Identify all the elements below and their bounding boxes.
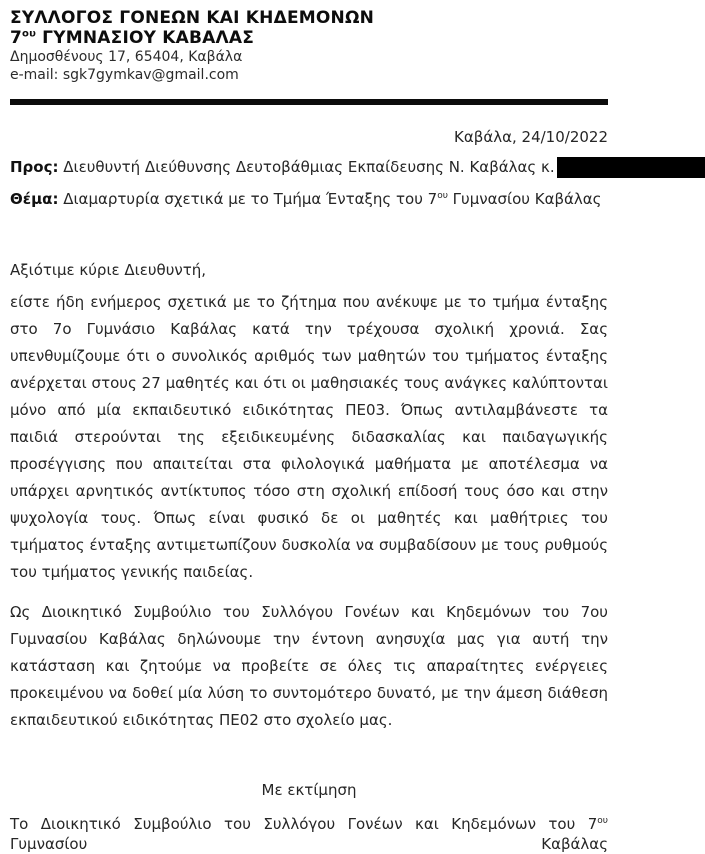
header-divider-rule [10,99,608,105]
subject-label: Θέμα: [10,190,59,208]
org-email: e-mail: sgk7gymkav@gmail.com [10,67,239,83]
ordinal-superscript: ου [22,28,37,40]
redacted-name-box [557,157,705,178]
org-name-line2 [10,28,608,48]
subject-rest: Γυμνασίου Καβάλας [447,190,602,208]
salutation: Αξιότιμε κύριε Διευθυντή, [10,261,207,279]
closing-regards: Με εκτίμηση [261,781,357,799]
org-name-line1: ΣΥΛΛΟΓΟΣ ΓΟΝΕΩΝ ΚΑΙ ΚΗΔΕΜΟΝΩΝ [10,8,375,28]
to-text: Διευθυντή Διεύθυνσης Δευτοβάθμιας Εκπαίδευσης Ν. Καβάλας κ. [58,158,555,176]
signature-prefix: Το Διοικητικό Συμβούλιο του Συλλόγου Γονέων και Κηδεμόνων του 7 [10,815,598,833]
subject-line [10,188,608,211]
org-name-line2-rest: ΓΥΜΝΑΣΙΟΥ ΚΑΒΑΛΑΣ [36,28,255,48]
org-address: Δημοσθένους 17, 65404, Καβάλα [10,49,243,65]
letterhead [10,8,608,84]
subject-prefix: Διαμαρτυρία σχετικά με το Τμήμα Ένταξης του 7 [58,190,438,208]
recipient-line [10,156,608,179]
body-paragraph-1: είστε ήδη ενήμερος σχετικά με το ζήτημα που ανέκυψε με το τμήμα ένταξης στο 7ο Γυμνάσιο Καβάλας κατά την τρέχουσα σχολική χρονιά. Σας υπενθυμίζουμε ότι ο συνολικός αριθμός των μαθητών του τμήματος ένταξης ανέρχεται στους 27 μαθητές και ότι οι μαθησιακές τους ανάγκες καλύπτονται μόνο από μία εκπαιδευτικό ειδικότητας ΠΕ03. Όπως αντιλαμβάνεστε τα παιδιά στερούνται της εξειδικευμένης διδασκαλίας και παιδαγωγικής προσέγγισης που απαιτείται στα φιλολογικά μαθήματα με αποτέλεσμα να υπάρχει αρνητικός αντίκτυπος τόσο στη σχολική επίδοσή τους όσο και στην ψυχολογία τους. Όπως είναι φυσικό δε οι μαθητές και μαθήτριες του τμήματος ένταξης αντιμετωπίζουν δυσκολία να συμβαδίσουν με τους ρυθμούς του τμήματος γενικής παιδείας. [10,293,608,581]
signature-rest: Γυμνασίου Καβάλας [10,835,608,853]
body-paragraph-2: Ως Διοικητικό Συμβούλιο του Συλλόγου Γονέων και Κηδεμόνων του 7ου Γυμνασίου Καβάλας δηλώνουμε την έντονη ανησυχία μας για αυτή την κατάσταση και ζητούμε να προβείτε σε όλες τις απαραίτητες ενέργειες προκειμένου να δοθεί μία λύση το συντομότερο δυνατό, με την άμεση διάθεση εκπαιδευτικού ειδικότητας ΠΕ02 στο σχολείο μας. [10,603,608,729]
to-label: Προς: [10,158,59,176]
signature-line [10,814,608,854]
date-line: Καβάλα, 24/10/2022 [454,128,608,146]
org-name-line2-prefix: 7 [10,28,23,48]
ordinal-superscript: ου [597,816,608,826]
ordinal-superscript: ου [437,191,448,201]
